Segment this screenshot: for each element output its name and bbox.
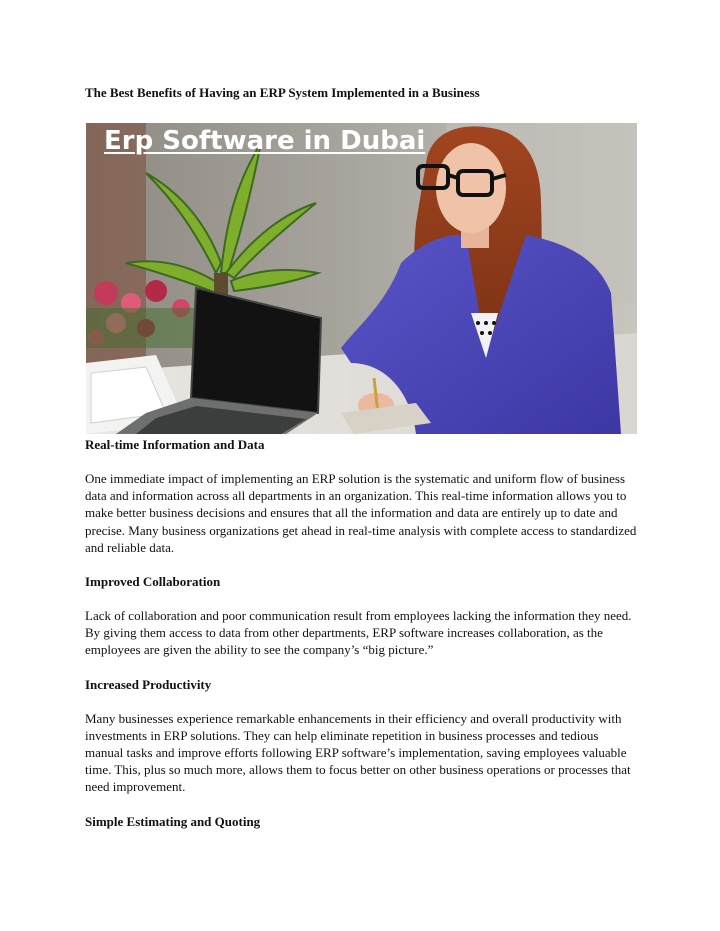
section-body: One immediate impact of implementing an ERP solution is the systematic and uniform flow of business data and information across all departments in an organization. This real-time information allows you to make better business decisions and ensures that all the information and data are entirely up to date and precise. Many business organizations get ahead in real-time analysis with complete access to standardized and reliable data. xyxy=(85,471,637,555)
section-heading: Increased Productivity xyxy=(85,676,212,692)
section-heading: Improved Collaboration xyxy=(85,574,221,590)
hero-caption: Erp Software in Dubai xyxy=(104,126,426,156)
section-body: Many businesses experience remarkable enhancements in their efficiency and overall productivity with investments in ERP solutions. They can help eliminate repetition in business processes and tedious manual tasks and improve efforts following ERP software’s implementation, saving employees valuable time. This, plus so much more, allows them to focus better on other business operations or processes that need improvement. xyxy=(85,710,631,795)
hero-image xyxy=(86,123,637,434)
article-body xyxy=(85,436,637,847)
section-heading: Simple Estimating and Quoting xyxy=(85,813,261,829)
section-body: Lack of collaboration and poor communication result from employees lacking the information they need. By giving them access to data from other departments, ERP software increases collaboration, as the employees are given the ability to see the company’s “big picture.” xyxy=(85,608,632,658)
document-title: The Best Benefits of Having an ERP System Implemented in a Business xyxy=(85,85,480,100)
section-heading: Real-time Information and Data xyxy=(85,437,265,452)
woman-working-at-laptop-photo xyxy=(86,123,637,434)
